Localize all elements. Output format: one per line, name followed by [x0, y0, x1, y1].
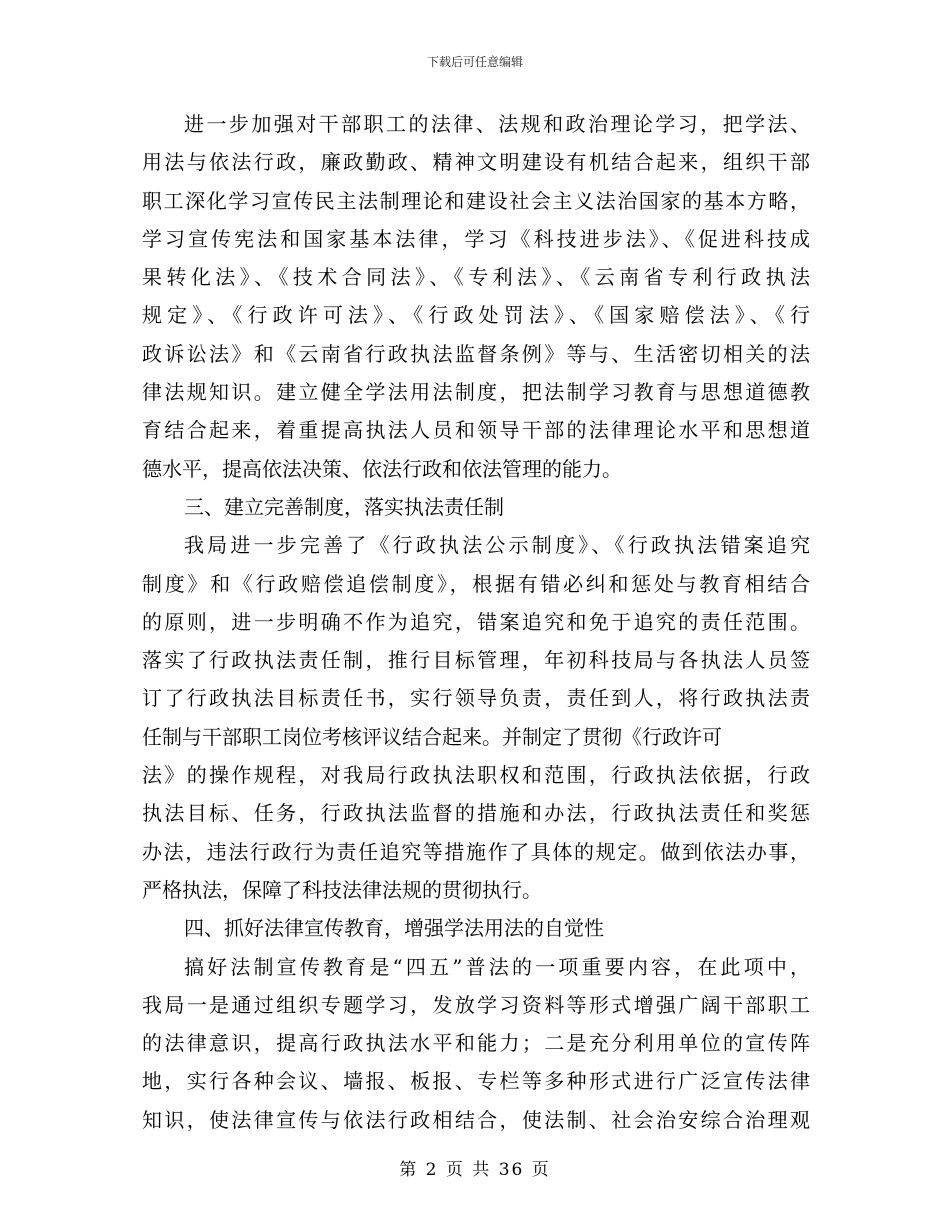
text-line: 规定》、《行政许可法》、《行政处罚法》、《国家赔偿法》、《行 [142, 303, 810, 328]
text-line: 进一步加强对干部职工的法律、法规和政治理论学习，把学法、 [184, 112, 810, 136]
text-line: 职工深化学习宣传民主法制理论和建设社会主义法治国家的基本方略， [142, 188, 810, 213]
text-line: 严格执法，保障了科技法律法规的贯彻执行。 [142, 877, 542, 902]
text-line: 订了行政执法目标责任书，实行领导负责，责任到人，将行政执法责 [142, 686, 810, 711]
text-line: 我局一是通过组织专题学习，发放学习资料等形式增强广阔干部职工 [142, 992, 810, 1017]
text-line: 用法与依法行政，廉政勤政、精神文明建设有机结合起来，组织干部 [142, 150, 810, 175]
text-line: 育结合起来，着重提高执法人员和领导干部的法律理论水平和思想道 [142, 418, 810, 443]
text-line: 的法律意识，提高行政执法水平和能力；二是充分利用单位的宣传阵 [142, 1031, 810, 1056]
text-line: 德水平，提高依法决策、依法行政和依法管理的能力。 [142, 456, 622, 481]
text-line: 四、抓好法律宣传教育，增强学法用法的自觉性 [184, 916, 604, 941]
text-line: 政诉讼法》和《云南省行政执法监督条例》等与、生活密切相关的法 [142, 341, 810, 366]
text-line: 办法，违法行政行为责任追究等措施作了具体的规定。做到依法办事， [142, 839, 810, 864]
text-line: 法》的操作规程，对我局行政执法职权和范围，行政执法依据，行政 [142, 763, 810, 788]
document-body [142, 105, 810, 1139]
text-line: 搞好法制宣传教育是“四五”普法的一项重要内容，在此项中， [184, 954, 810, 979]
text-line: 地，实行各种会议、墙报、板报、专栏等多种形式进行广泛宣传法律 [142, 1069, 810, 1094]
text-line: 我局进一步完善了《行政执法公示制度》、《行政执法错案追究 [184, 533, 810, 558]
text-line: 知识，使法律宣传与依法行政相结合，使法制、社会治安综合治理观 [142, 1107, 810, 1132]
text-line: 制度》和《行政赔偿追偿制度》，根据有错必纠和惩处与教育相结合 [142, 571, 810, 596]
text-line: 律法规知识。建立健全学法用法制度，把法制学习教育与思想道德教 [142, 380, 810, 405]
text-line: 执法目标、任务，行政执法监督的措施和办法，行政执法责任和奖惩 [142, 801, 810, 826]
text-line: 的原则，进一步明确不作为追究，错案追究和免于追究的责任范围。 [142, 609, 810, 634]
text-line: 三、建立完善制度，落实执法责任制 [184, 494, 504, 519]
page-header: 下载后可任意编辑 [426, 55, 523, 69]
text-line: 学习宣传宪法和国家基本法律，学习《科技进步法》、《促进科技成 [142, 226, 810, 251]
text-line: 任制与干部职工岗位考核评议结合起来。并制定了贯彻《行政许可 [142, 724, 722, 749]
page-footer: 第 2 页 共 36 页 [399, 1160, 551, 1180]
text-line: 落实了行政执法责任制，推行目标管理，年初科技局与各执法人员签 [142, 648, 810, 673]
text-line: 果转化法》、《技术合同法》、《专利法》、《云南省专利行政执法 [142, 265, 810, 290]
